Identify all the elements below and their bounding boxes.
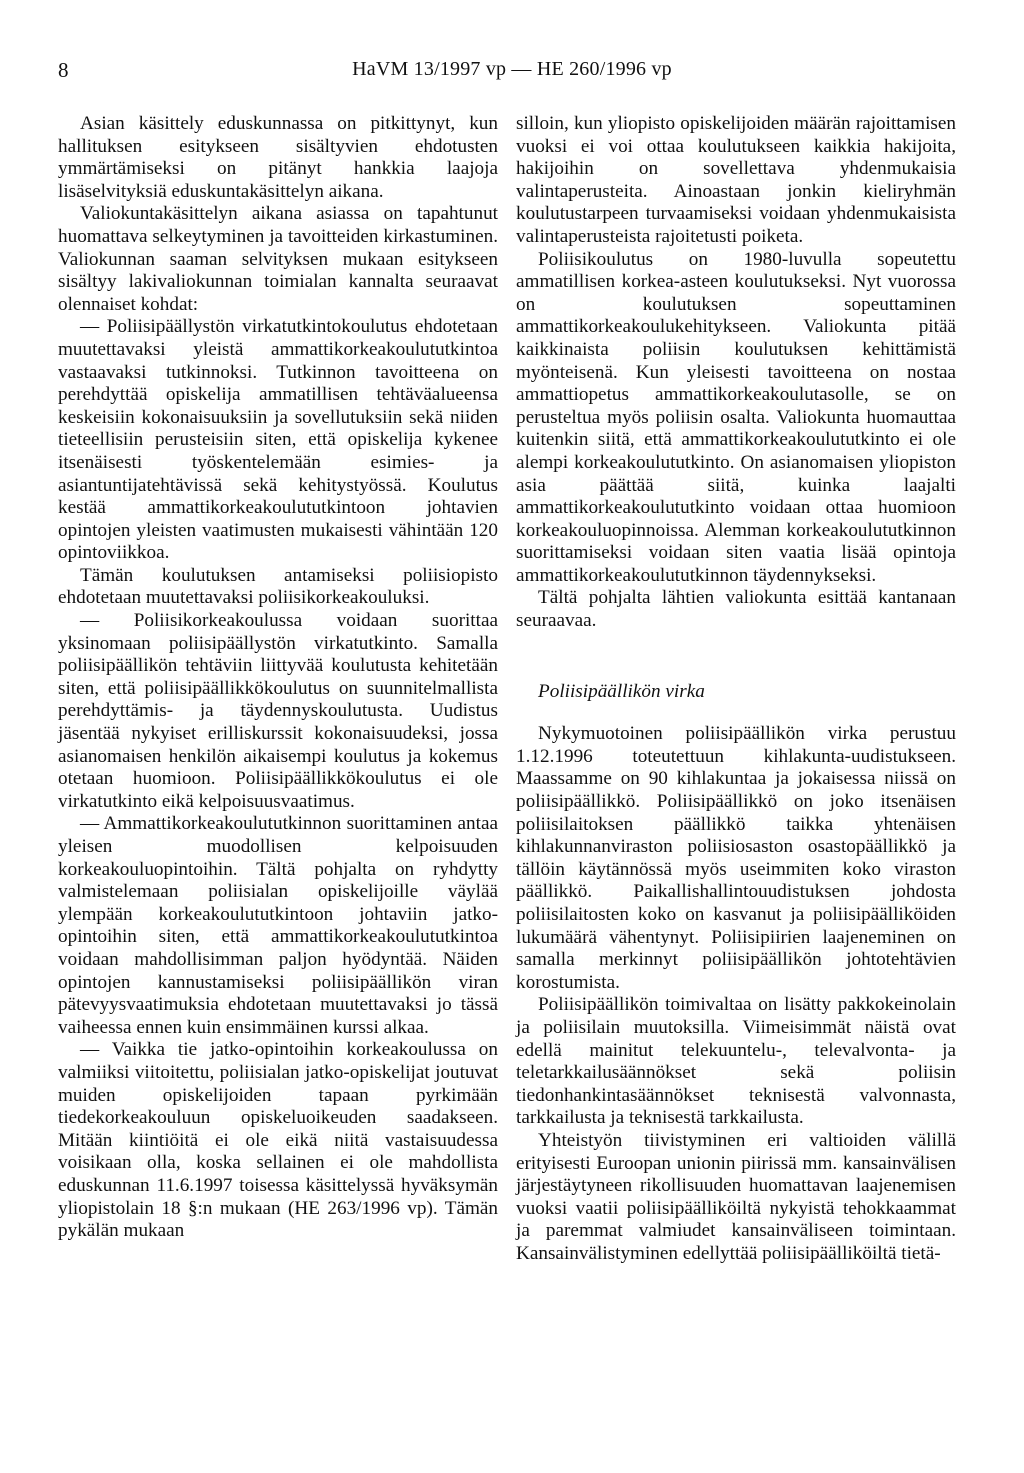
body-paragraph: Tämän koulutuksen antamiseksi poliisiopisto ehdotetaan muutettavaksi poliisikorkeakouluksi. <box>58 564 498 609</box>
body-paragraph: Poliisikoulutus on 1980-luvulla sopeutettu ammatillisen korkea-asteen koulutukseksi. Nyt vuorossa on koulutuksen sopeuttaminen ammattikorkeakoulukehitykseen. Valiokunta pitää kaikkinaista poliisin koulutuksen kehittämistä myönteisenä. Kun yleisesti tavoitteena on nostaa ammattiopetus ammattikorkeakoulutasolle, se on perusteltua myös poliisin osalta. Valiokunta huomauttaa kuitenkin siitä, että ammattikorkeakoulututkinto ei ole alempi korkeakoulututkinto. On asianomaisen yliopiston asia päättää siitä, kuinka laajalti ammattikorkeakoulututkinto voidaan ottaa huomioon korkeakouluopinnoissa. Alemman korkeakoulututkinnon suorittamiseksi voidaan siten vaatia lisää opintoja ammattikorkeakoulututkinnon täydennykseksi. <box>516 248 956 586</box>
body-paragraph: — Ammattikorkeakoulututkinnon suorittaminen antaa yleisen muodollisen kelpoisuuden korkeakouluopintoihin. Tältä pohjalta on ryhdytty valmistelemaan poliisialan opiskelijoille väylää ylempään korkeakoulututkintoon johtaviin jatko-opintoihin siten, että ammattikorkeakoulututkintoa voidaan mahdollisimman paljon hyödyntää. Näiden opintojen kannustamiseksi poliisipäällikön viran pätevyysvaatimuksia ehdotetaan muutettavaksi jo tässä vaiheessa ennen kuin ensimmäinen kurssi alkaa. <box>58 813 498 1038</box>
running-title: HaVM 13/1997 vp — HE 260/1996 vp <box>352 58 672 80</box>
left-column <box>58 113 498 1243</box>
body-paragraph: — Poliisikorkeakoulussa voidaan suorittaa yksinomaan poliisipäällystön virkatutkinto. Samalla poliisipäällikön tehtäviin liittyvää koulutusta kehitetään siten, että poliisipäällikkökoulutus on suunnitelmallista perehdyttämis- ja täydennyskoulutusta. Uudistus jäsentää nykyiset erilliskurssit kokonaisuudeksi, jossa asianomaisen henkilön aikaisempi koulutus ja kokemus otetaan huomioon. Poliisipäällikkökoulutus ei ole virkatutkinto eikä kelpoisuusvaatimus. <box>58 610 498 812</box>
body-paragraph: — Vaikka tie jatko-opintoihin korkeakoulussa on valmiiksi viitoitettu, poliisialan jatko-opiskelijat joutuvat muiden opiskelijoiden tapaan pyrkimään tiedekorkeakouluun opiskeluoikeuden saadakseen. Mitään kiintiöitä ei ole eikä niitä vastaisuudessa voisikaan olla, koska sellainen ei ole mahdollista eduskunnan 11.6.1997 toisessa käsittelyssä hyväksymän yliopistolain 18 §:n mukaan (HE 263/1996 vp). Tämän pykälän mukaan <box>58 1039 498 1242</box>
right-column <box>516 113 956 1266</box>
body-paragraph: silloin, kun yliopisto opiskelijoiden määrän rajoittamisen vuoksi ei voi ottaa koulutukseen kaikkia hakijoita, hakijoihin on sovellettava yhdenmukaisia valintaperusteita. Ainoastaan jonkin kieliryhmän koulutustarpeen turvaamiseksi voidaan yhdenmukaisista valintaperusteista rajoitetusti poiketa. <box>516 113 956 247</box>
section-subheading: Poliisipäällikön virka <box>538 680 705 702</box>
body-paragraph: Yhteistyön tiivistyminen eri valtioiden välillä erityisesti Euroopan unionin piirissä mm. kansainvälisen järjestäytyneen rikollisuuden huomattavan laajenemisen vuoksi vaatii poliisipäälliköiltä nykyistä tehokkaammat ja paremmat valmiudet kansainväliseen toimintaan. Kansainvälistyminen edellyttää poliisipäälliköiltä tietä- <box>516 1129 956 1264</box>
page-number: 8 <box>58 58 69 82</box>
body-paragraph: — Poliisipäällystön virkatutkintokoulutus ehdotetaan muutettavaksi yleistä ammattikorkeakoulututkintoa vastaavaksi tutkinnoksi. Tutkinnon tavoitteena on perehdyttää opiskelija ammatillisen tehtäväalueensa keskeisiin kokonaisuuksiin ja sovellutuksiin sekä niiden tieteellisiin perusteisiin siten, että opiskelija kykenee itsenäisesti työskentelemään esimies- ja asiantuntijatehtävissä sekä kehitystyössä. Koulutus kestää ammattikorkeakoulututkintoon johtavien opintojen yleisten vaatimusten mukaisesti vähintään 120 opintoviikkoa. <box>58 316 498 564</box>
body-paragraph: Nykymuotoinen poliisipäällikön virka perustuu 1.12.1996 toteutettuun kihlakunta-uudistukseen. Maassamme on 90 kihlakuntaa ja jokaisessa niissä on poliisipäällikkö. Poliisipäällikkö on joko itsenäisen poliisilaitoksen päällikkö taikka yhtenäisen kihlakunnanviraston poliisiosaston osastopäällikkö ja tällöin käytännössä myös useimmiten koko viraston päällikkö. Paikallishallintouudistuksen johdosta poliisilaitosten koko on kasvanut ja poliisipäälliköiden lukumäärä vähentynyt. Poliisipiirien laajeneminen on samalla merkinnyt poliisipäällikön johtotehtävien korostumista. <box>516 723 956 993</box>
body-paragraph: Asian käsittely eduskunnassa on pitkittynyt, kun hallituksen esitykseen sisältyvien ehdotusten ymmärtämiseksi on pitänyt hankkia laajoja lisäselvityksiä eduskuntakäsittelyn aikana. <box>58 113 498 202</box>
body-paragraph: Tältä pohjalta lähtien valiokunta esittää kantanaan seuraavaa. <box>516 587 956 632</box>
body-paragraph: Poliisipäällikön toimivaltaa on lisätty pakkokeinolain ja poliisilain muutoksilla. Viimeisimmät näistä ovat edellä mainitut telekuuntelu-, televalvonta- ja teletarkkailusäännökset sekä poliisin tiedonhankintasäännökset teknisestä valvonnasta, tarkkailusta ja teknisestä tarkkailusta. <box>516 994 956 1129</box>
body-paragraph: Valiokuntakäsittelyn aikana asiassa on tapahtunut huomattava selkeytyminen ja tavoitteiden kirkastuminen. Valiokunnan saaman selvityksen mukaan esitykseen sisältyy lakivaliokunnan toimialan kannalta seuraavat olennaiset kohdat: <box>58 203 498 315</box>
